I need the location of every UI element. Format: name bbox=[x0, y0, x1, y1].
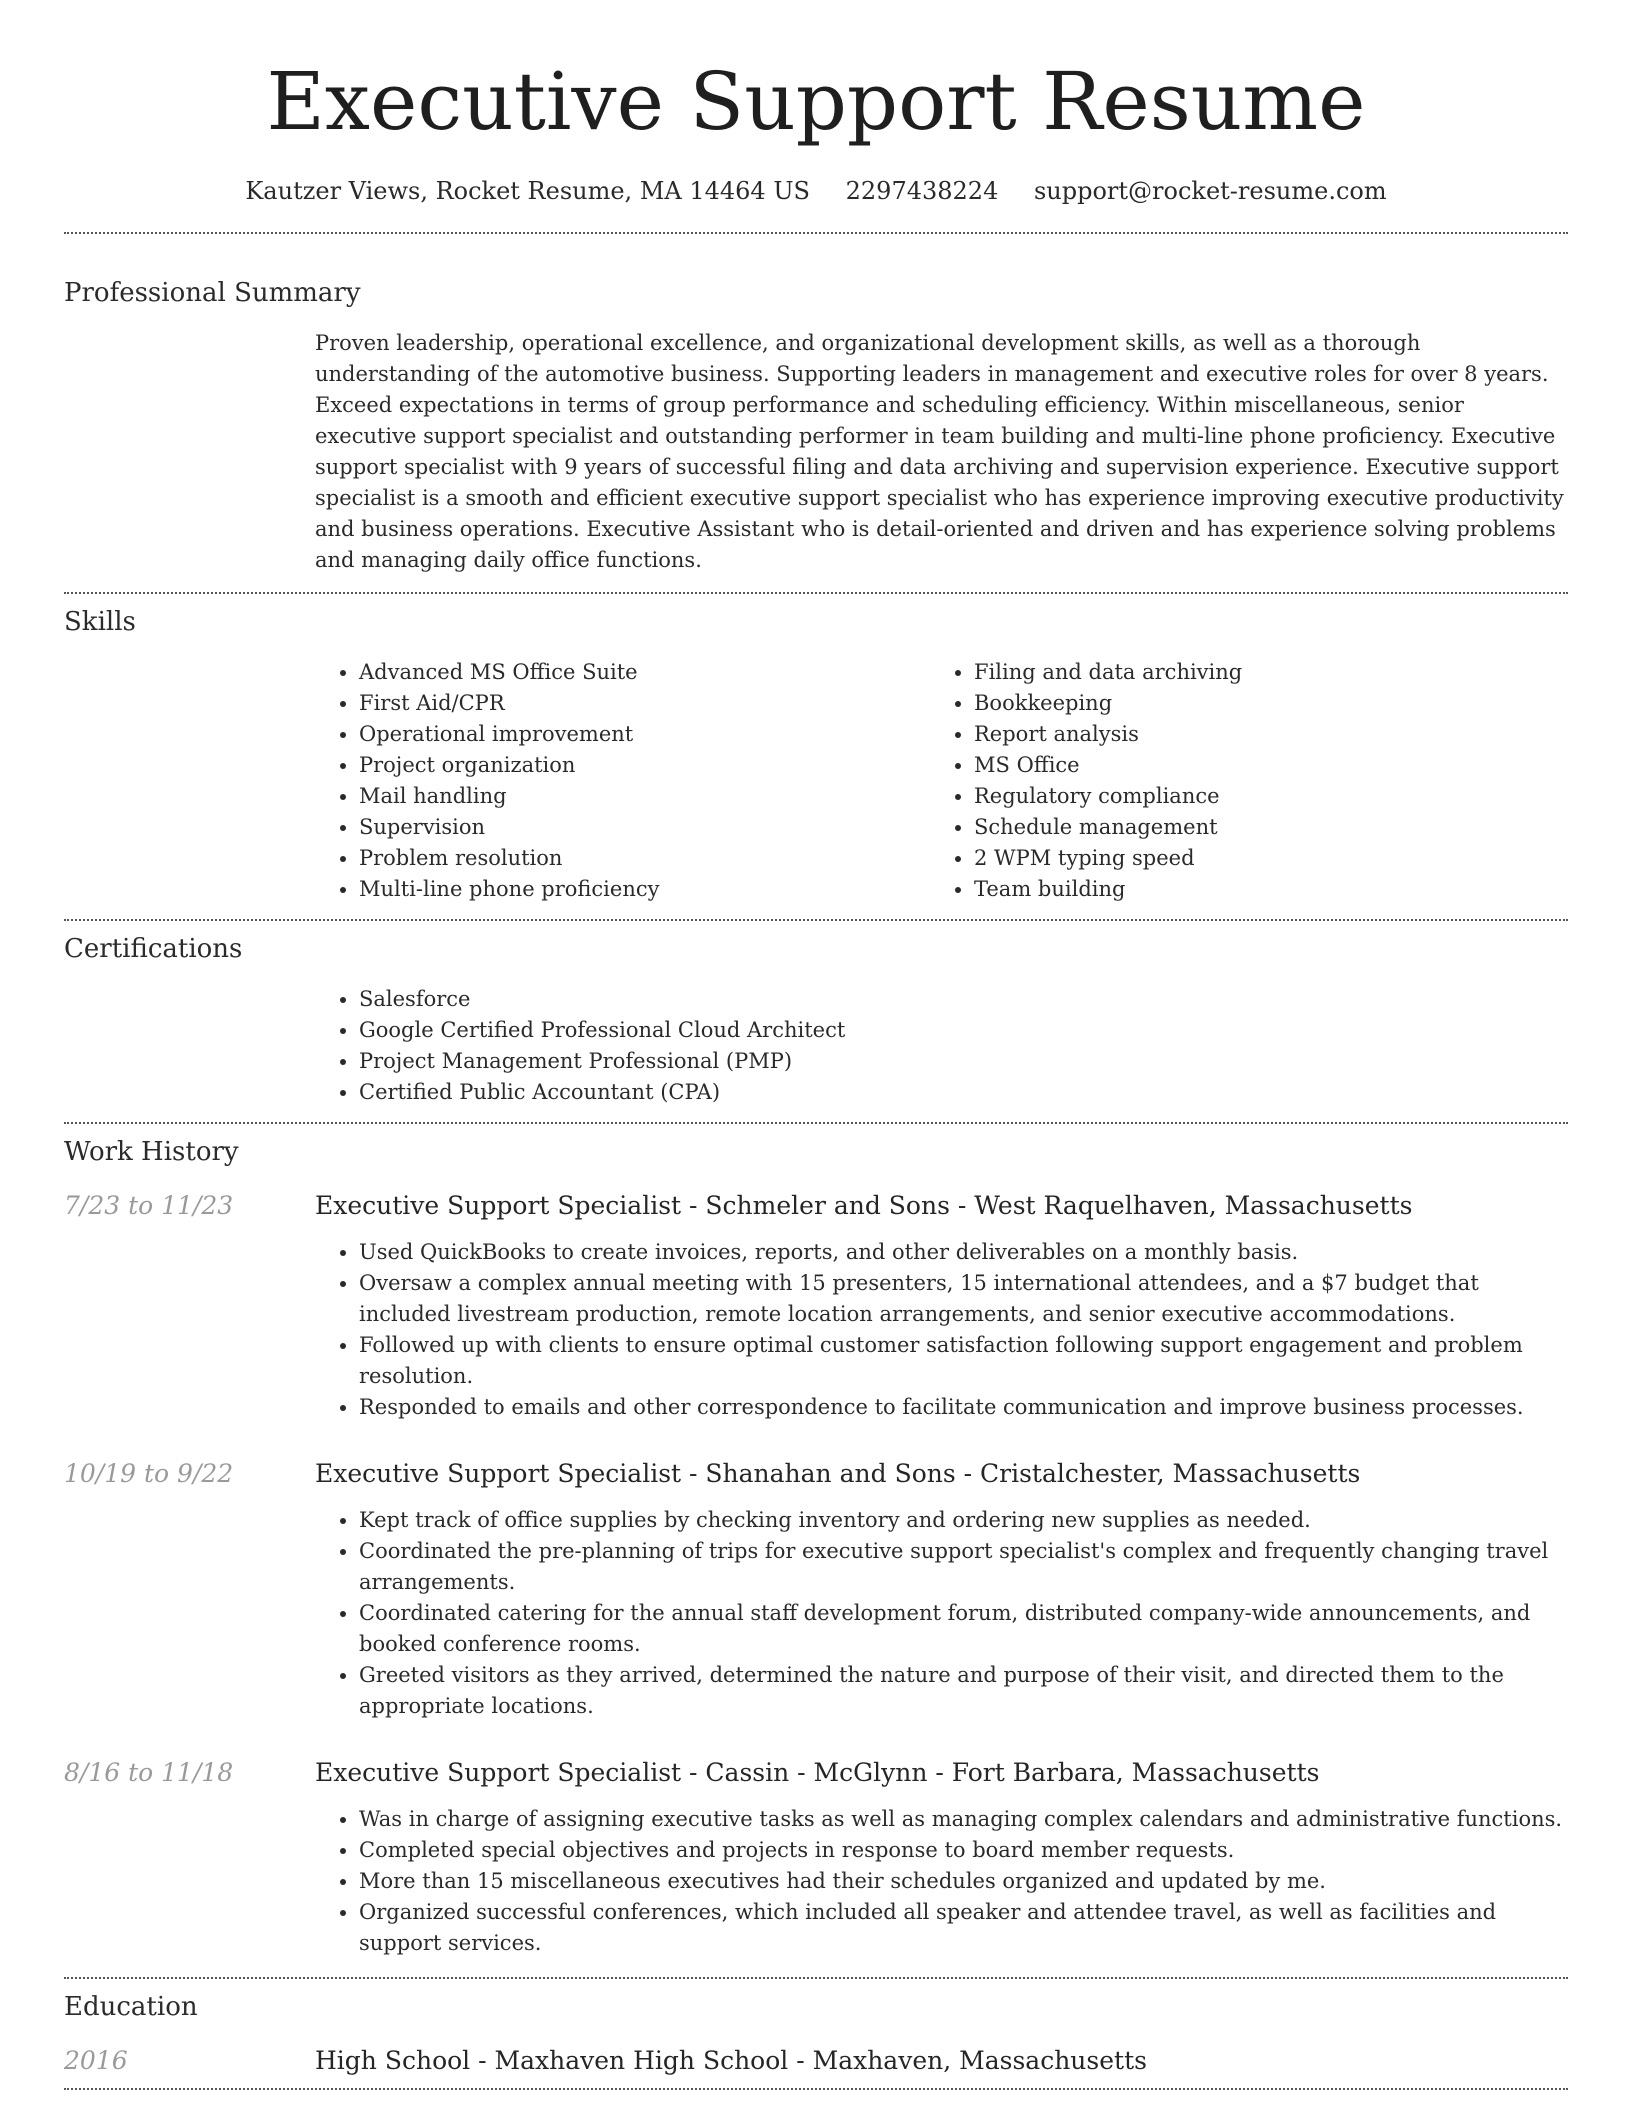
contact-phone: 2297438224 bbox=[845, 177, 999, 205]
job-bullet: • Used QuickBooks to create invoices, reports, and other deliverables on a monthly basis. bbox=[359, 1237, 1568, 1268]
resume-title: Executive Support Resume bbox=[266, 55, 1366, 148]
skills-section bbox=[64, 594, 1568, 919]
skills-list-right bbox=[930, 657, 1545, 905]
education-detail: High School - Maxhaven High School - Maxhaven, Massachusetts bbox=[315, 2046, 1147, 2075]
summary-text: Proven leadership, operational excellence, and organizational development skills, as well as a thorough understanding of the automotive business. Supporting leaders in management and executive roles for over 8 years. Exceed expectations in terms of group performance and scheduling efficiency. Within miscellaneous, senior executive support specialist and outstanding performer in team building and multi-line phone proficiency. Executive support specialist with 9 years of successful filing and data archiving and supervision experience. Executive support specialist is a smooth and efficient executive support specialist who has experience improving executive productivity and business operations. Executive Assistant who is detail-oriented and driven and has experience solving problems and managing daily office functions. bbox=[315, 331, 1564, 572]
skill-item: • Team building bbox=[974, 874, 1545, 905]
skill-item: • First Aid/CPR bbox=[359, 688, 930, 719]
work-history-section bbox=[64, 1124, 1568, 1977]
skill-item: • Operational improvement bbox=[359, 719, 930, 750]
skill-item: • Mail handling bbox=[359, 781, 930, 812]
certifications-list bbox=[315, 984, 1568, 1108]
job-dates: 7/23 to 11/23 bbox=[64, 1191, 234, 1220]
skill-item: • MS Office bbox=[974, 750, 1545, 781]
job-title: Executive Support Specialist - Cassin - McGlynn - Fort Barbara, Massachusetts bbox=[315, 1758, 1320, 1787]
summary-section bbox=[64, 234, 1568, 592]
skill-item: • Problem resolution bbox=[359, 843, 930, 874]
certification-item: • Google Certified Professional Cloud Architect bbox=[359, 1015, 1568, 1046]
job-bullet: • Responded to emails and other correspondence to facilitate communication and improve business processes. bbox=[359, 1392, 1568, 1423]
education-heading: Education bbox=[64, 1992, 198, 2022]
education-section bbox=[64, 1979, 1568, 2088]
contact-address: Kautzer Views, Rocket Resume, MA 14464 US bbox=[245, 177, 810, 205]
job-dates: 8/16 to 11/18 bbox=[64, 1758, 234, 1787]
skill-item: • 2 WPM typing speed bbox=[974, 843, 1545, 874]
certifications-heading: Certifications bbox=[64, 934, 243, 964]
job-bullets bbox=[315, 1237, 1568, 1423]
contact-line bbox=[64, 174, 1568, 208]
job-bullet: • Completed special objectives and projects in response to board member requests. bbox=[359, 1835, 1568, 1866]
certification-item: • Salesforce bbox=[359, 984, 1568, 1015]
skills-list-left bbox=[315, 657, 930, 905]
job-title: Executive Support Specialist - Schmeler and Sons - West Raquelhaven, Massachusetts bbox=[315, 1191, 1413, 1220]
job-bullets bbox=[315, 1804, 1568, 1959]
job-title: Executive Support Specialist - Shanahan and Sons - Cristalchester, Massachusetts bbox=[315, 1459, 1361, 1488]
skill-item: • Project organization bbox=[359, 750, 930, 781]
work-history-heading: Work History bbox=[64, 1137, 239, 1167]
job-details bbox=[315, 1756, 1568, 1959]
job-dates: 10/19 to 9/22 bbox=[64, 1459, 234, 1488]
certifications-section bbox=[64, 921, 1568, 1122]
job-details bbox=[315, 1457, 1568, 1722]
skill-item: • Advanced MS Office Suite bbox=[359, 657, 930, 688]
education-year: 2016 bbox=[64, 2046, 128, 2075]
job-entry bbox=[64, 1756, 1568, 1959]
skill-item: • Filing and data archiving bbox=[974, 657, 1545, 688]
skill-item: • Multi-line phone proficiency bbox=[359, 874, 930, 905]
contact-email: support@rocket-resume.com bbox=[1033, 177, 1387, 205]
certifications-body bbox=[315, 984, 1568, 1108]
certification-item: • Project Management Professional (PMP) bbox=[359, 1046, 1568, 1077]
job-bullet: • Coordinated the pre-planning of trips for executive support specialist's complex and frequently changing travel arrangements. bbox=[359, 1536, 1568, 1598]
job-bullet: • Kept track of office supplies by checking inventory and ordering new supplies as needed. bbox=[359, 1505, 1568, 1536]
education-entry bbox=[64, 2044, 1568, 2078]
skill-item: • Schedule management bbox=[974, 812, 1545, 843]
skill-item: • Regulatory compliance bbox=[974, 781, 1545, 812]
job-entry bbox=[64, 1457, 1568, 1722]
skill-item: • Report analysis bbox=[974, 719, 1545, 750]
skill-item: • Bookkeeping bbox=[974, 688, 1545, 719]
job-entry bbox=[64, 1189, 1568, 1423]
job-bullet: • Oversaw a complex annual meeting with 15 presenters, 15 international attendees, and a $7 budget that included livestream production, remote location arrangements, and senior executive accommodations. bbox=[359, 1268, 1568, 1330]
job-bullet: • More than 15 miscellaneous executives had their schedules organized and updated by me. bbox=[359, 1866, 1568, 1897]
skills-column-right bbox=[930, 657, 1545, 905]
job-details bbox=[315, 1189, 1568, 1423]
job-bullet: • Followed up with clients to ensure optimal customer satisfaction following support engagement and problem resolution. bbox=[359, 1330, 1568, 1392]
job-bullet: • Greeted visitors as they arrived, determined the nature and purpose of their visit, and directed them to the appropriate locations. bbox=[359, 1660, 1568, 1722]
education-details bbox=[315, 2044, 1568, 2078]
job-bullet: • Coordinated catering for the annual staff development forum, distributed company-wide announcements, and booked conference rooms. bbox=[359, 1598, 1568, 1660]
skills-body bbox=[315, 657, 1568, 905]
job-bullets bbox=[315, 1505, 1568, 1722]
job-bullet: • Was in charge of assigning executive tasks as well as managing complex calendars and administrative functions. bbox=[359, 1804, 1568, 1835]
skills-heading: Skills bbox=[64, 607, 136, 637]
job-bullet: • Organized successful conferences, which included all speaker and attendee travel, as well as facilities and support services. bbox=[359, 1897, 1568, 1959]
skills-column-left bbox=[315, 657, 930, 905]
certification-item: • Certified Public Accountant (CPA) bbox=[359, 1077, 1568, 1108]
skill-item: • Supervision bbox=[359, 812, 930, 843]
summary-heading: Professional Summary bbox=[64, 278, 361, 308]
footer-divider bbox=[64, 2088, 1568, 2090]
